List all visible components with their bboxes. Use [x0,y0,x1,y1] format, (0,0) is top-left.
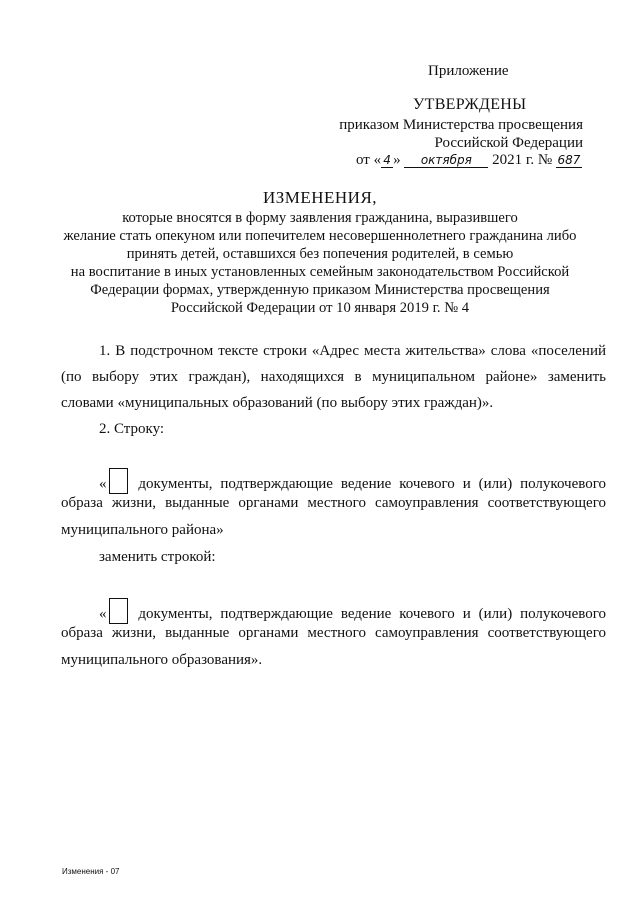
annex-label: Приложение [428,63,509,79]
subtitle-line: Российской Федерации от 10 января 2019 г. № 4 [170,300,470,316]
date-month: октября [404,153,488,168]
order-date [356,152,582,169]
old-row-line: образа жизни, выданные органами местного самоуправления соответствующего [61,495,606,511]
open-quote: « [99,476,107,492]
old-row-line [99,468,606,494]
replace-phrase: заменить строкой: [99,549,216,565]
footer-label: Изменения - 07 [62,867,120,876]
order-line-2: Российской Федерации [434,135,583,151]
old-row-text: документы, подтверждающие ведение кочевого и (или) полукочевого [138,476,607,492]
date-prefix: от « [356,152,382,168]
item1-line: словами «муниципальных образований (по выбору этих граждан)». [61,395,494,411]
order-number: 687 [557,153,581,167]
open-quote: « [99,606,107,622]
checkbox-icon [109,598,128,624]
order-line-1: приказом Министерства просвещения [339,117,583,133]
new-row-line [99,598,606,624]
new-row-line: муниципального образования». [61,652,263,668]
date-year: 2021 г. № [492,152,553,168]
new-row-line: образа жизни, выданные органами местного самоуправления соответствующего [61,625,606,641]
new-row-text: документы, подтверждающие ведение кочевого и (или) полукочевого [138,606,607,622]
subtitle-line: желание стать опекуном или попечителем несовершеннолетнего гражданина либо [63,228,577,244]
item1-line: (по выбору этих граждан), находящихся в муниципальном районе» заменить [61,369,606,385]
date-mid: » [393,152,401,168]
approved-heading: УТВЕРЖДЕНЫ [413,96,527,113]
item2-intro: 2. Строку: [99,421,165,437]
subtitle-line: принять детей, оставшихся без попечения родителей, в семью [126,246,514,262]
date-day: 4 [381,153,393,168]
subtitle-line: на воспитание в иных установленных семейным законодательством Российской [70,264,570,280]
item1-line: 1. В подстрочном тексте строки «Адрес места жительства» слова «поселений [99,343,606,359]
subtitle-line: Федерации формах, утвержденную приказом Министерства просвещения [90,282,550,298]
subtitle-line: которые вносятся в форму заявления гражданина, выразившего [122,210,518,226]
checkbox-icon [109,468,128,494]
document-title: ИЗМЕНЕНИЯ, [262,188,378,207]
old-row-line: муниципального района» [61,522,224,538]
